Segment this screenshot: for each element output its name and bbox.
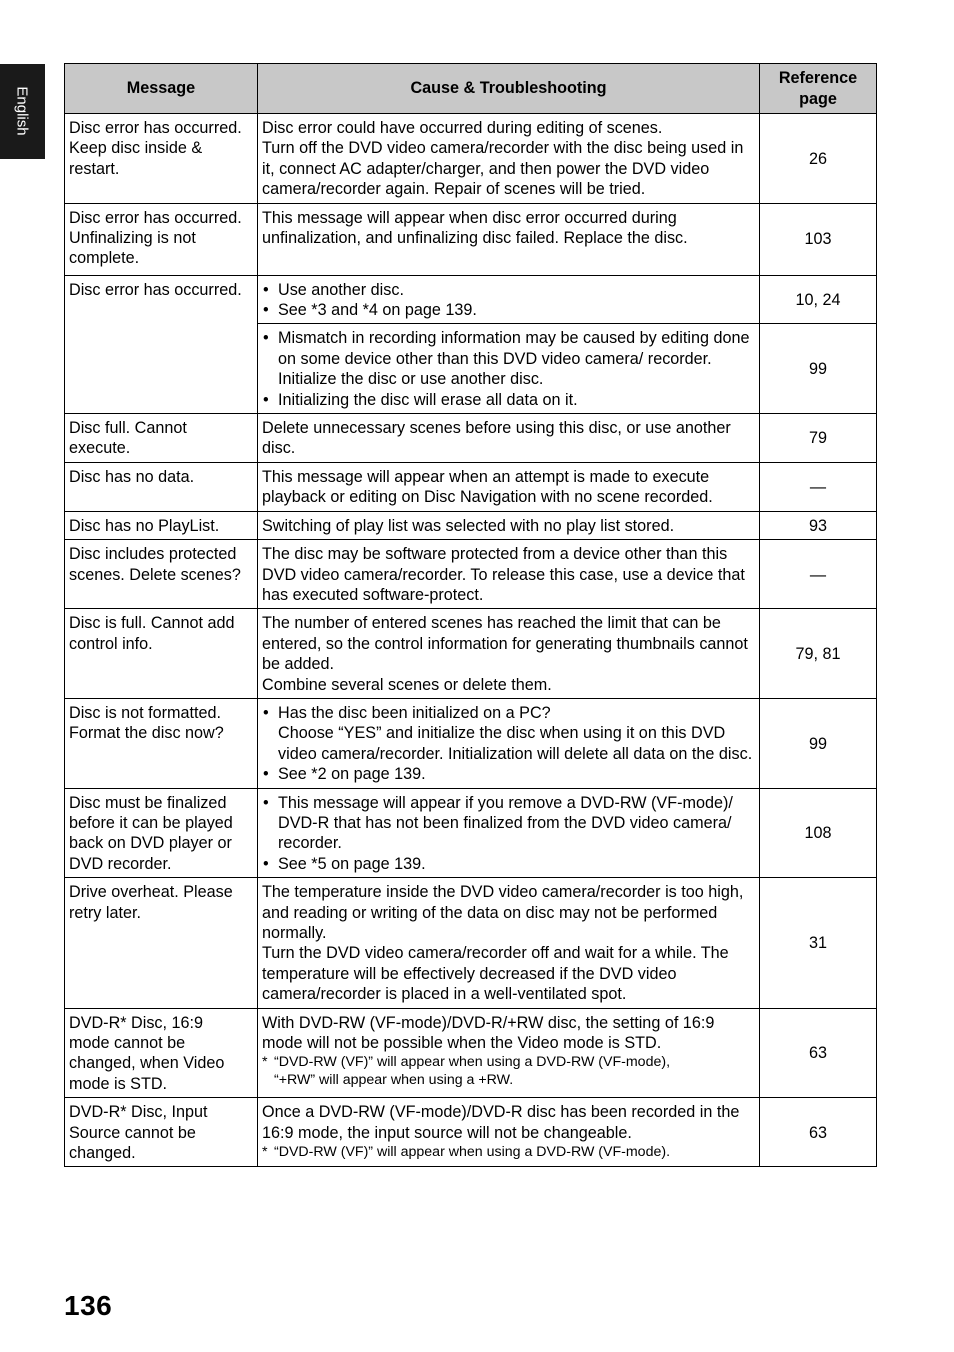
footnote: * “DVD-RW (VF)” will appear when using a DVD-RW (VF-mode).: [262, 1144, 671, 1161]
table-row: [65, 1098, 877, 1167]
table-row: [65, 511, 877, 539]
cause-cell: The disc may be software protected from a device other than this DVD video camera/recorder. To release this case, use a device that has executed software-protect.: [258, 540, 760, 609]
cause-cell: • This message will appear if you remove a DVD-RW (VF-mode)/ DVD-R that has not been finalized from the DVD video camera/ recorder. • See *5 on page 139.: [258, 788, 760, 878]
reference-cell: —: [760, 462, 877, 511]
reference-cell: 108: [760, 788, 877, 878]
message-cell: Disc is full. Cannot add control info.: [65, 609, 258, 699]
reference-cell: 99: [760, 698, 877, 788]
message-cell: DVD-R* Disc, Input Source cannot be changed.: [65, 1098, 258, 1167]
reference-cell: 93: [760, 511, 877, 539]
message-cell: DVD-R* Disc, 16:9 mode cannot be changed, when Video mode is STD.: [65, 1008, 258, 1098]
message-cell: Disc error has occurred.: [65, 275, 258, 413]
message-table: [64, 63, 877, 1167]
table-row: [65, 414, 877, 463]
reference-cell: 63: [760, 1008, 877, 1098]
table-row: [65, 114, 877, 204]
message-cell: Disc is not formatted. Format the disc now?: [65, 698, 258, 788]
table-row: [65, 1008, 877, 1098]
message-cell: Disc must be finalized before it can be played back on DVD player or DVD recorder.: [65, 788, 258, 878]
cause-cell: Once a DVD-RW (VF-mode)/DVD-R disc has been recorded in the 16:9 mode, the input source will not be changeable. * “DVD-RW (VF)” will appear when using a DVD-RW (VF-mode).: [258, 1098, 760, 1167]
reference-cell: —: [760, 540, 877, 609]
table-row: [65, 540, 877, 609]
reference-cell: 103: [760, 203, 877, 275]
reference-cell: 99: [760, 324, 877, 414]
table-row: [65, 698, 877, 788]
cause-cell: Delete unnecessary scenes before using this disc, or use another disc.: [258, 414, 760, 463]
header-message: Message: [65, 64, 258, 114]
header-reference: Reference page: [760, 64, 877, 114]
table-row: [65, 609, 877, 699]
language-tab-label: English: [13, 86, 31, 136]
reference-cell: 79, 81: [760, 609, 877, 699]
message-cell: Disc error has occurred. Unfinalizing is not complete.: [65, 203, 258, 275]
cause-cell: • Use another disc. • See *3 and *4 on page 139.: [258, 275, 760, 324]
table-row: [65, 462, 877, 511]
table-row: [65, 203, 877, 275]
reference-cell: 10, 24: [760, 275, 877, 324]
reference-cell: 31: [760, 878, 877, 1008]
cause-cell: The temperature inside the DVD video camera/recorder is too high, and reading or writing of the data on disc may not be performed normally. Turn the DVD video camera/recorder off and wait for a while. The temperature will be effectively decreased if the DVD video camera/recorder is placed in a well-ventilated spot.: [258, 878, 760, 1008]
cause-cell: Disc error could have occurred during editing of scenes. Turn off the DVD video camera/recorder with the disc being used in it, connect AC adapter/charger, and then power the DVD video camera/recorder again. Repair of scenes will be tried.: [258, 114, 760, 204]
page-number: 136: [64, 1290, 113, 1321]
message-cell: Disc has no data.: [65, 462, 258, 511]
message-cell: Disc includes protected scenes. Delete scenes?: [65, 540, 258, 609]
table-row: [65, 275, 877, 324]
table-header-row: [65, 64, 877, 114]
cause-cell: The number of entered scenes has reached the limit that can be entered, so the control information for generating thumbnails cannot be added. Combine several scenes or delete them.: [258, 609, 760, 699]
message-cell: Disc has no PlayList.: [65, 511, 258, 539]
reference-cell: 26: [760, 114, 877, 204]
cause-cell: With DVD-RW (VF-mode)/DVD-R/+RW disc, the setting of 16:9 mode will not be possible when the Video mode is STD. * “DVD-RW (VF)” will appear when using a DVD-RW (VF-mode), “+RW” will appear when using a +RW.: [258, 1008, 760, 1098]
cause-cell: • Has the disc been initialized on a PC? Choose “YES” and initialize the disc when using it on this DVD video camera/recorder. Initialization will delete all data on the disc. • See *2 on page 139.: [258, 698, 760, 788]
cause-cell: • Mismatch in recording information may be caused by editing done on some device other than this DVD video camera/ recorder. Initialize the disc or use another disc. • Initializing the disc will erase all data on it.: [258, 324, 760, 414]
reference-cell: 63: [760, 1098, 877, 1167]
message-cell: Disc error has occurred. Keep disc inside & restart.: [65, 114, 258, 204]
message-cell: Disc full. Cannot execute.: [65, 414, 258, 463]
message-cell: Drive overheat. Please retry later.: [65, 878, 258, 1008]
reference-cell: 79: [760, 414, 877, 463]
cause-cell: Switching of play list was selected with no play list stored.: [258, 511, 760, 539]
cause-cell: This message will appear when disc error occurred during unfinalization, and unfinalizing disc failed. Replace the disc.: [258, 203, 760, 275]
footnote: * “DVD-RW (VF)” will appear when using a DVD-RW (VF-mode),: [262, 1054, 671, 1071]
table-row: [65, 788, 877, 878]
language-tab: [0, 64, 45, 159]
header-cause: Cause & Troubleshooting: [258, 64, 760, 114]
table-row: [65, 878, 877, 1008]
cause-cell: This message will appear when an attempt is made to execute playback or editing on Disc Navigation with no scene recorded.: [258, 462, 760, 511]
